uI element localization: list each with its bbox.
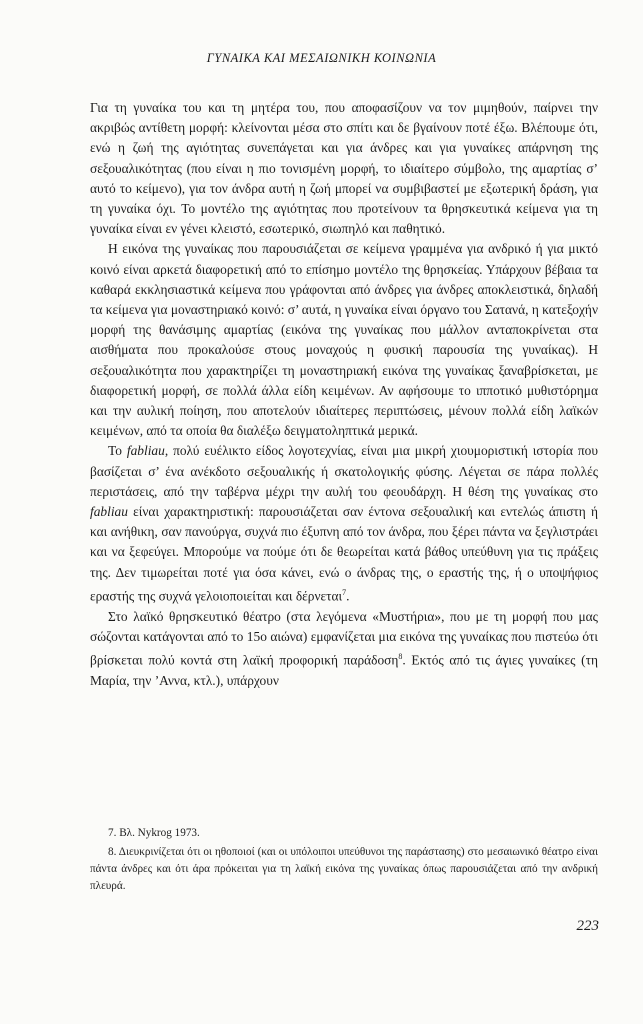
text-run: , πολύ ευέλικτο είδος λογοτεχνίας, είναι μια μικρή χιουμοριστική ιστορία που βασίζεται σ’ ένα ανέκδοτο σεξουαλικής ή σκατολογικής φύσης. Λέγεται σε πάρα πολλές περιστάσεις, από την ταβέρνα μέχρι την αυλή του φεουδάρχη. Η θέση της γυναίκας στο [90,443,598,499]
paragraph-3 [90,441,598,606]
text-run: . Εκτός από τις άγιες γυναίκες (τη Μαρία, την ’Αννα, κτλ.), υπάρχουν [90,652,598,688]
page-number: 223 [576,918,599,934]
fabliau-term: fabliau [90,504,128,520]
footnote-8: 8. Διευκρινίζεται ότι οι ηθοποιοί (και οι υπόλοιποι υπεύθυνοι της παράστασης) στο μεσαιωνικό θέατρο είναι πάντα άνδρες και ότι άρα πρόκειται για τη λαϊκή εικόνα της γυναίκας όπως παρουσιάζεται από την ανδρική πλευρά. [90,846,598,892]
footnote-ref-7[interactable]: 7 [342,587,347,597]
running-head: ΓΥΝΑΙΚΑ ΚΑΙ ΜΕΣΑΙΩΝΙΚΗ ΚΟΙΝΩΝΙΑ [206,51,437,65]
paragraph-1: Για τη γυναίκα του και τη μητέρα του, που αποφασίζουν να τον μιμηθούν, παίρνει την ακριβώς αντίθετη μορφή: κλείνονται μέσα στο σπίτι και δε βγαίνουν ποτέ έξω. Βλέπουμε ότι, ενώ η ζωή της αγιότητας συνεπάγεται και για άνδρες και για γυναίκες απάρνηση της σεξουαλικότητας (που είναι η πιο τονισμένη μορφή, το ιδιαίτερο σύμβολο, της αμαρτίας σ’ αυτό το κείμενο), για τον άνδρα αυτή η ζωή μπορεί να συμβιβαστεί με εξωτερική δράση, για τη γυναίκα όχι. Το μοντέλο της αγιότητας που προτείνουν τα θρησκευτικά κείμενα για τη γυναίκα είναι εν γένει κλειστό, εσωτερικό, σιωπηλό και παθητικό. [90,100,598,237]
text-run: είναι χαρακτηριστική: παρουσιάζεται σαν έντονα σεξουαλική και εντελώς άπιστη ή και ανήθικη, σαν πανούργα, συχνά πιο έξυπνη από τον άνδρα, που ξέρει πάντα να ξεγλιστράει και να ξεφεύγει. Μπορούμε να πούμε ότι δε θεωρείται κατά βάθος υπεύθυνη για τις πράξεις της. Δεν τιμωρείται ποτέ για όσα κάνει, ενώ ο άνδρας της, ο εραστής της, ή ο υποψήφιος εραστής της συχνά γελοιοποιείται και δέρνεται [90,504,598,604]
text-run: Στο λαϊκό θρησκευτικό θέατρο (στα λεγόμενα «Μυστήρια», που με τη μορφή που μας σώζονται κατάγονται από το 15ο αιώνα) εμφανίζεται μια εικόνα της γυναίκας που πιστεύω ότι βρίσκεται πολύ κοντά στη λαϊκή προφορική παράδοση [90,608,598,668]
body-text [90,98,598,691]
footnote-7: 7. Βλ. Nykrog 1973. [108,827,200,839]
footnotes [90,825,598,895]
text-run: . [346,588,350,604]
paragraph-4 [90,607,598,691]
fabliau-term: fabliau [126,443,165,459]
paragraph-2: Η εικόνα της γυναίκας που παρουσιάζεται σε κείμενα γραμμένα για ανδρικό ή για μικτό κοινό είναι αρκετά διαφορετική από το επίσημο μοντέλο της θρησκείας. Υπάρχουν βέβαια τα καθαρά εκκλησιαστικά κείμενα που γράφονται από άνδρες για άνδρες αποκλειστικά, δηλαδή τα κείμενα για μοναστηριακό κοινό: σ’ αυτά, η γυναίκα είναι όργανο του Σατανά, η κατεξοχήν μορφή της θανάσιμης αμαρτίας (εικόνα της γυναίκας που μάλλον ανταποκρίνεται στα αισθήματα που προκαλούσε στους μοναχούς η φυσική παρουσία της γυναίκας). Η σεξουαλικότητα που χαρακτηρίζει τη μοναστηριακή εικόνα της γυναίκας ξαναβρίσκεται, με διαφορετική μορφή, σε πολλά άλλα είδη κειμένων. Αν αφήσουμε το ιπποτικό μυθιστόρημα και την αυλική ποίηση, που αποτελούν ιδιαίτερες περιπτώσεις, μένουν πολλά είδη λαϊκών κειμένων, από τα οποία θα διαλέξω δειγματοληπτικά μερικά. [90,241,598,439]
footnote-ref-8[interactable]: 8 [398,651,403,661]
text-run: Το [108,443,127,459]
